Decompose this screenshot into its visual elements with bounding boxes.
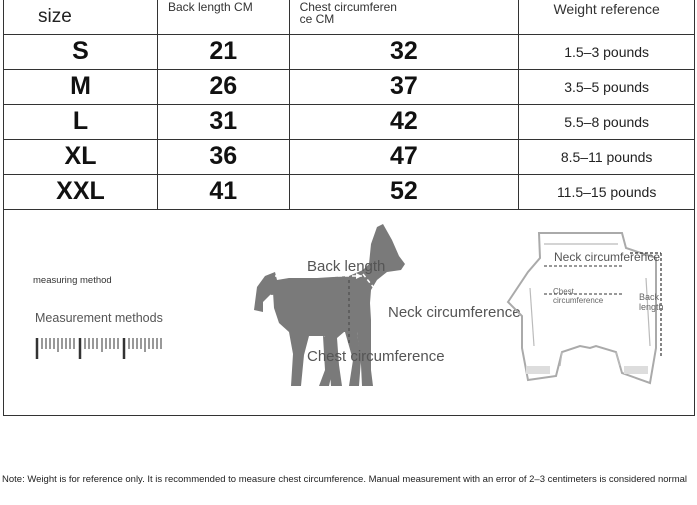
measurement-illustration	[4, 210, 694, 415]
table-row	[4, 174, 694, 209]
garment-back-line2: length	[639, 302, 664, 312]
garment-chest-line1: Chest	[553, 287, 574, 296]
size-cell: XL	[4, 139, 157, 174]
weight-cell: 5.5–8 pounds	[519, 104, 694, 139]
ruler-icon	[34, 335, 169, 363]
dog-neck-text: Neck circumference	[388, 304, 521, 321]
size-table	[4, 0, 694, 210]
header-weight: Weight reference	[519, 0, 694, 34]
table-row	[4, 104, 694, 139]
dog-back-length-text: Back length	[307, 258, 386, 275]
garment-chest-line2: circumference	[553, 296, 604, 305]
table-header-row	[4, 0, 694, 34]
chest-cell: 47	[289, 139, 519, 174]
weight-cell: 8.5–11 pounds	[519, 139, 694, 174]
size-cell: M	[4, 69, 157, 104]
garment-neck-text: Neck circumference	[554, 250, 661, 264]
table-row	[4, 139, 694, 174]
weight-cell: 11.5–15 pounds	[519, 174, 694, 209]
size-cell: L	[4, 104, 157, 139]
table-row	[4, 69, 694, 104]
garment-back-line1: Back	[639, 292, 660, 302]
chest-cell: 32	[289, 34, 519, 69]
table-row	[4, 34, 694, 69]
garment-diagram-icon	[504, 228, 694, 388]
header-chest	[289, 0, 519, 34]
dog-chest-text: Chest circumference	[307, 348, 445, 365]
back-cell: 21	[157, 34, 289, 69]
header-size: size	[4, 0, 157, 34]
back-cell: 41	[157, 174, 289, 209]
header-chest-text: Chest circumferen ce CM	[299, 0, 397, 26]
chest-cell: 42	[289, 104, 519, 139]
size-chart	[3, 0, 695, 416]
chest-cell: 52	[289, 174, 519, 209]
measuring-method-label: measuring method	[33, 275, 112, 286]
weight-cell: 3.5–5 pounds	[519, 69, 694, 104]
size-cell: XXL	[4, 174, 157, 209]
back-cell: 31	[157, 104, 289, 139]
header-back-length: Back length CM	[157, 0, 289, 34]
weight-cell: 1.5–3 pounds	[519, 34, 694, 69]
measurement-methods-label: Measurement methods	[35, 311, 163, 325]
chest-cell: 37	[289, 69, 519, 104]
footnote: Note: Weight is for reference only. It is recommended to measure chest circumference. Manual measurement with an error of 2–3 centimeters is considered normal	[2, 474, 688, 485]
size-cell: S	[4, 34, 157, 69]
back-cell: 26	[157, 69, 289, 104]
back-cell: 36	[157, 139, 289, 174]
